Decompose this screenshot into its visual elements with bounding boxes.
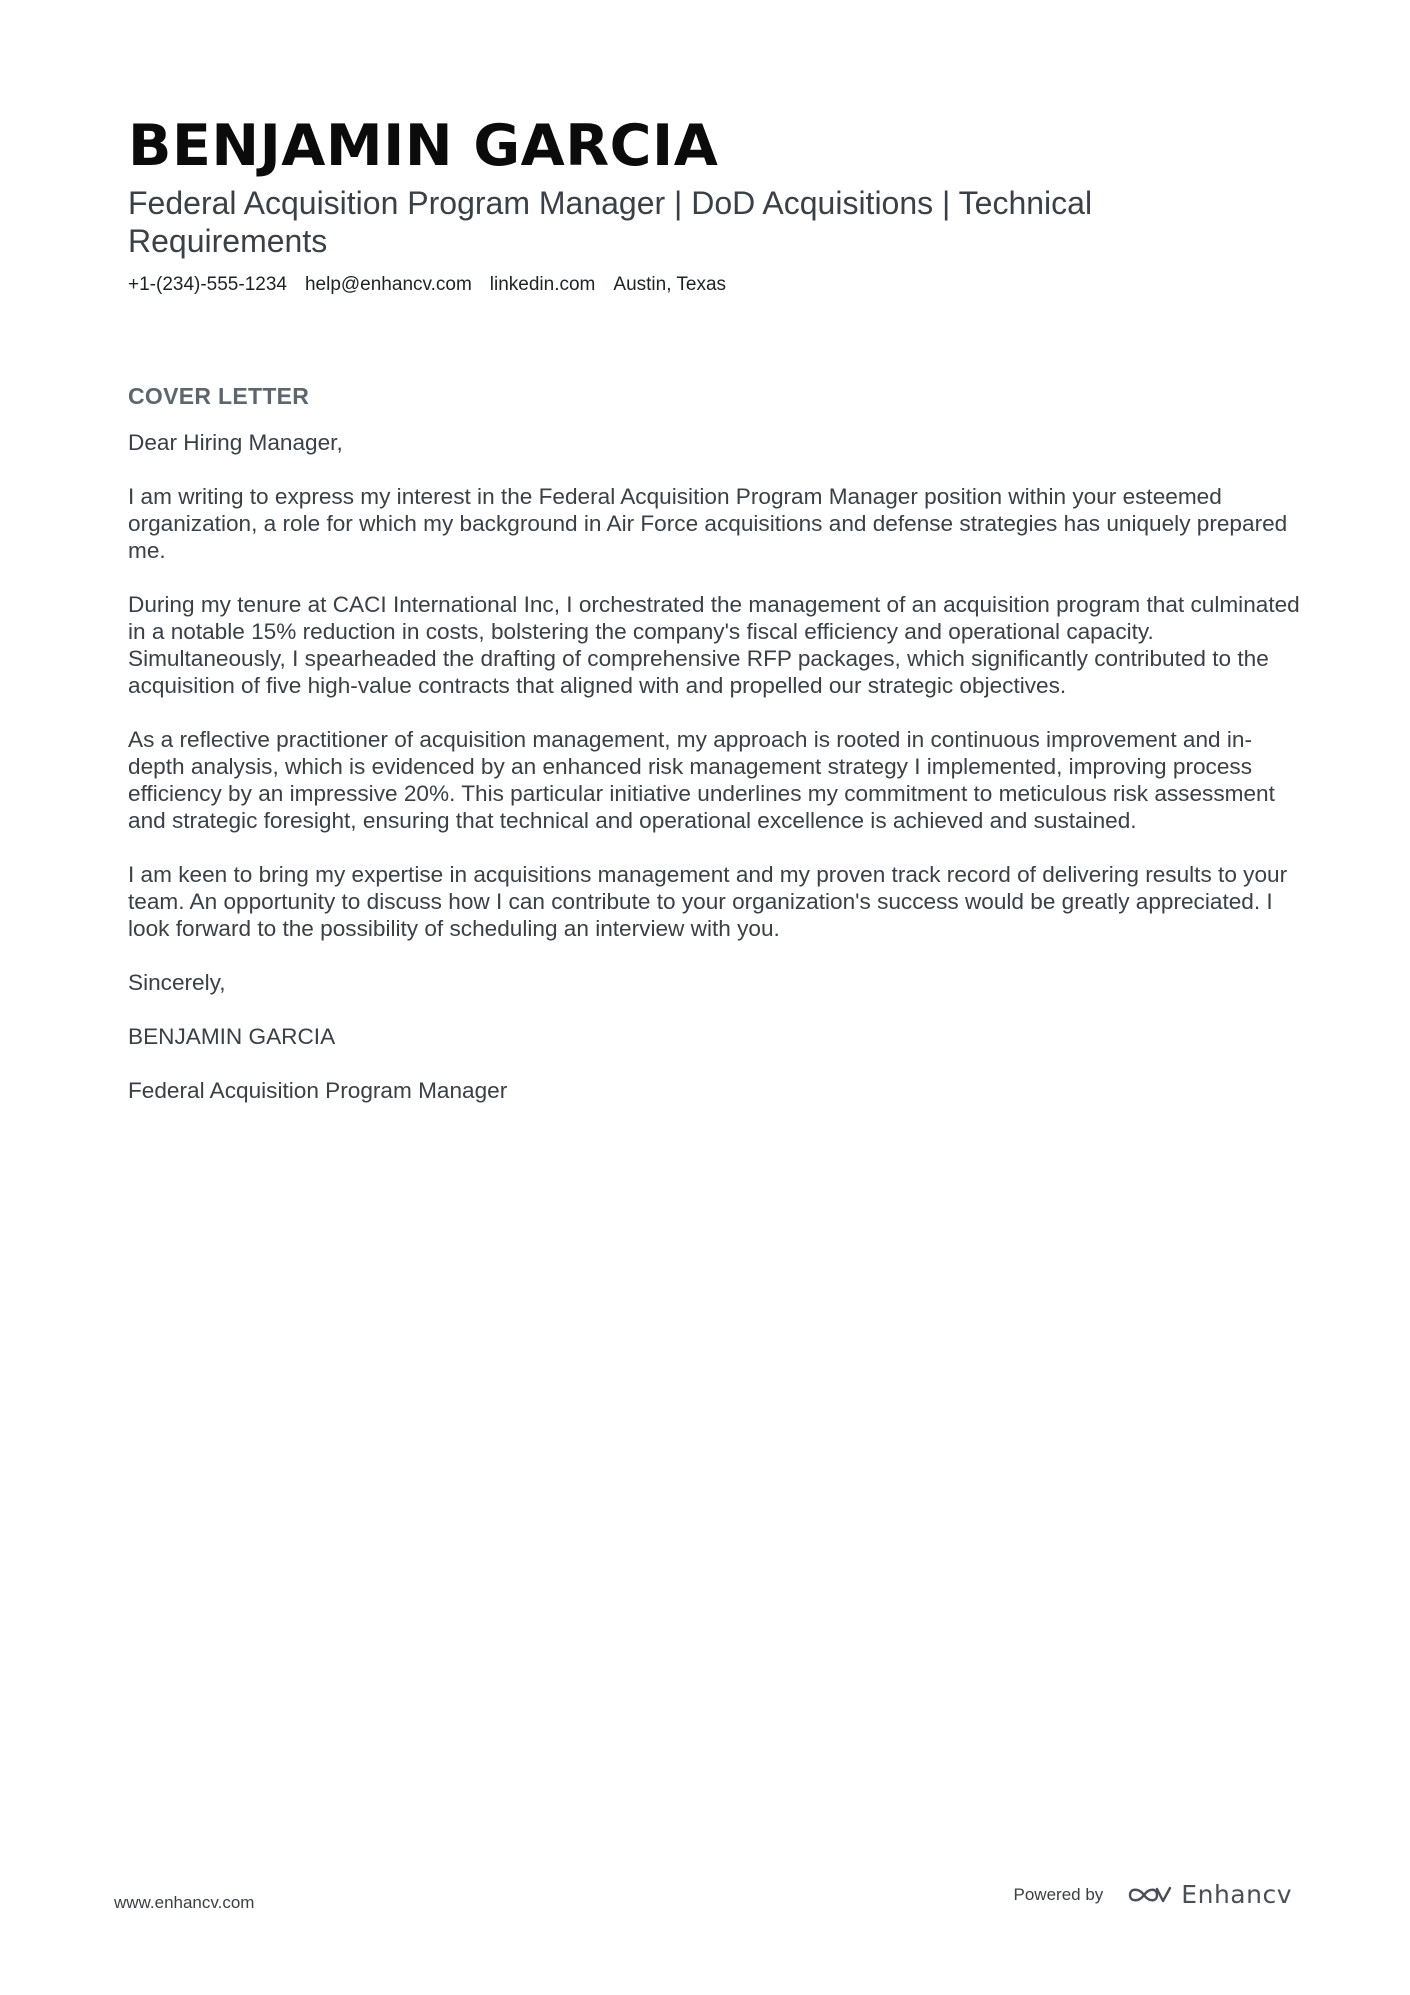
applicant-title: Federal Acquisition Program Manager | DoD Acquisitions | Technical Requirements	[128, 185, 1093, 259]
footer-branding	[1014, 1880, 1292, 1909]
contact-phone: +1-(234)-555-1234	[128, 274, 287, 295]
letter-greeting: Dear Hiring Manager,	[128, 430, 343, 455]
letter-closing: Sincerely,	[128, 970, 226, 995]
section-title: COVER LETTER	[128, 383, 310, 409]
contact-linkedin[interactable]: linkedin.com	[489, 274, 596, 295]
cover-letter-section	[128, 382, 1308, 1131]
signature-name: BENJAMIN GARCIA	[128, 1024, 336, 1049]
brand-name: Enhancv	[1181, 1880, 1292, 1909]
contact-location: Austin, Texas	[613, 274, 727, 295]
letter-body	[128, 429, 1308, 1104]
applicant-name: BENJAMIN GARCIA	[128, 113, 719, 179]
footer-website[interactable]: www.enhancv.com	[114, 1893, 255, 1912]
letter-paragraph: During my tenure at CACI International Inc, I orchestrated the management of an acquisition program that culminated in a notable 15% reduction in costs, bolstering the company's fiscal efficiency and operational capacity. Simultaneously, I spearheaded the drafting of comprehensive RFP packages, which significantly contributed to the acquisition of five high-value contracts that aligned with and propelled our strategic objectives.	[128, 592, 1300, 698]
letter-paragraph: As a reflective practitioner of acquisition management, my approach is rooted in continuous improvement and in-depth analysis, which is evidenced by an enhanced risk management strategy I implemented, improving process efficiency by an impressive 20%. This particular initiative underlines my commitment to meticulous risk assessment and strategic foresight, ensuring that technical and operational excellence is achieved and sustained.	[128, 727, 1275, 833]
brand-logo[interactable]	[1127, 1880, 1292, 1909]
contact-email[interactable]: help@enhancv.com	[304, 274, 472, 295]
letter-paragraph: I am writing to express my interest in the Federal Acquisition Program Manager position within your esteemed organization, a role for which my background in Air Force acquisitions and defense strategies has uniquely prepared me.	[128, 484, 1288, 563]
contact-info	[128, 273, 1278, 297]
powered-by-label: Powered by	[1013, 1884, 1104, 1904]
signature-title: Federal Acquisition Program Manager	[128, 1078, 508, 1103]
enhancv-logo-icon	[1127, 1883, 1173, 1907]
resume-header	[128, 108, 1278, 297]
letter-paragraph: I am keen to bring my expertise in acquisitions management and my proven track record of delivering results to your team. An opportunity to discuss how I can contribute to your organization's success would be greatly appreciated. I look forward to the possibility of scheduling an interview with you.	[128, 862, 1288, 941]
